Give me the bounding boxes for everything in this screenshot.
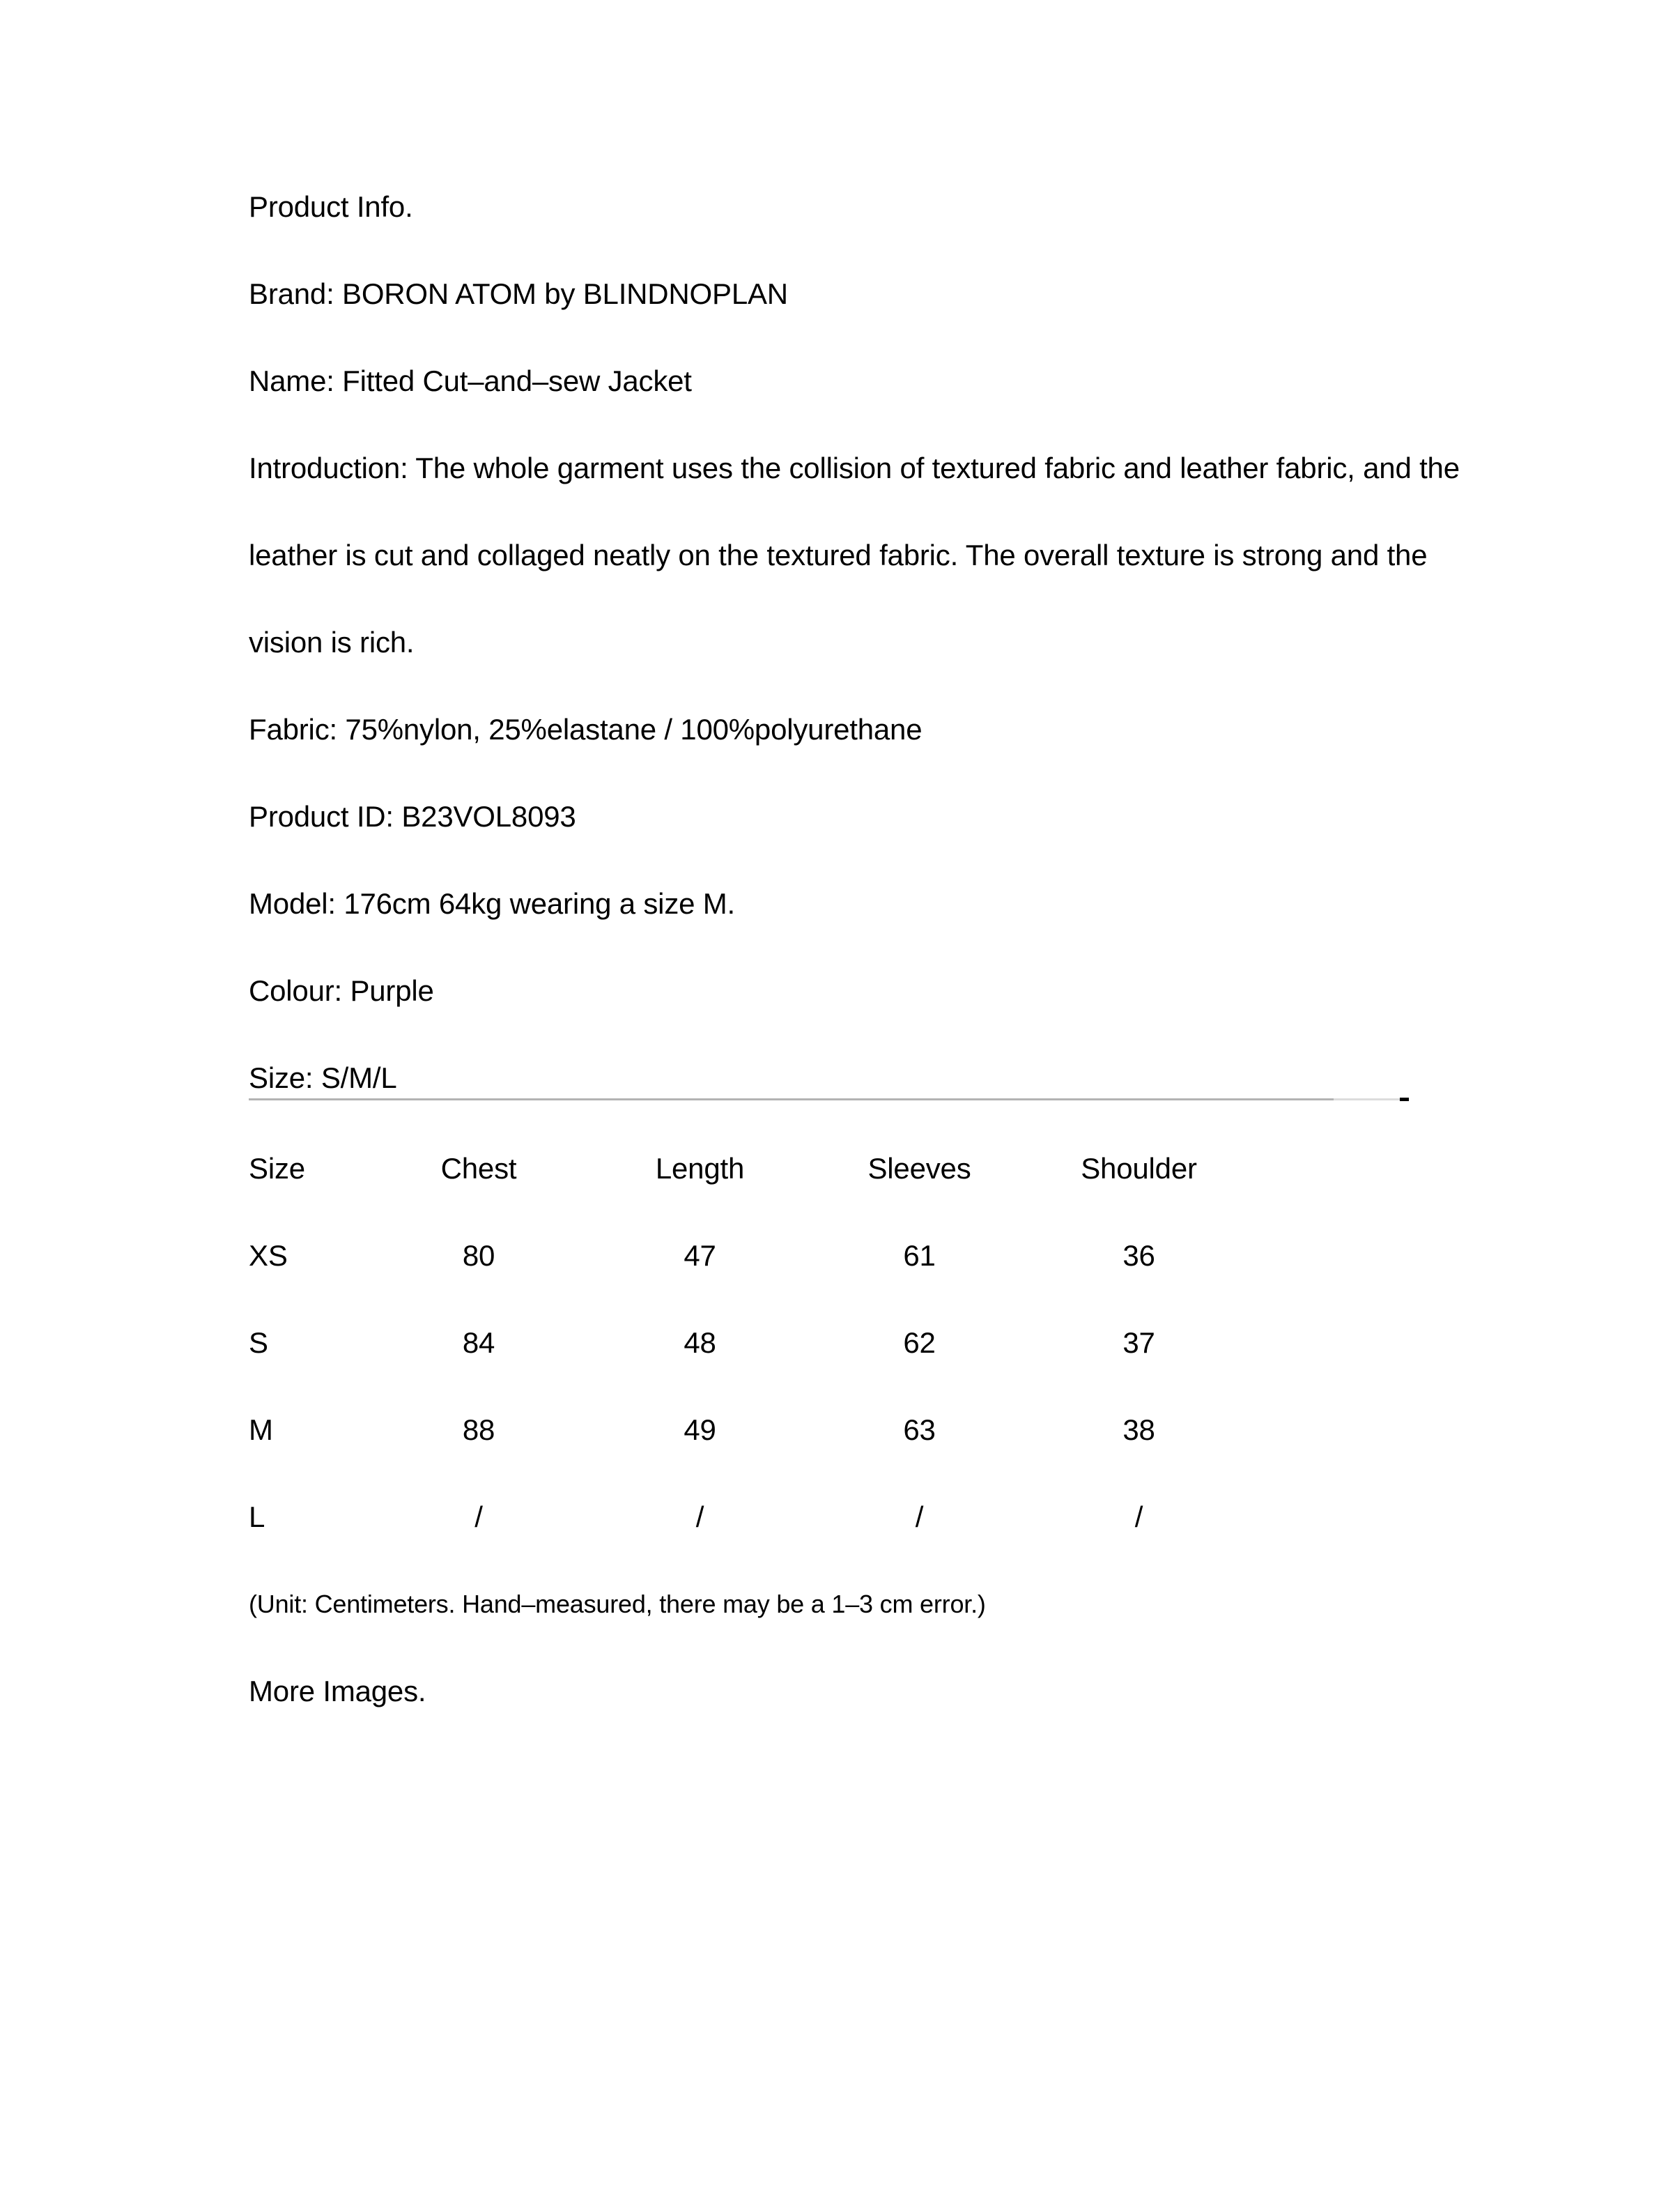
cell-length: 47 — [684, 1239, 716, 1272]
cell-chest: 84 — [462, 1326, 495, 1359]
cell-chest: 88 — [462, 1413, 495, 1446]
cell-length: 48 — [684, 1326, 716, 1359]
product-id-line: Product ID: B23VOL8093 — [249, 800, 576, 833]
cell-sleeves: / — [915, 1500, 924, 1533]
size-chart-row-s — [249, 1299, 1489, 1386]
cell-size: L — [249, 1500, 265, 1533]
brand-line: Brand: BORON ATOM by BLINDNOPLAN — [249, 277, 788, 310]
colour-line: Colour: Purple — [249, 974, 434, 1007]
size-chart-header-row — [249, 1125, 1489, 1212]
cell-chest: / — [474, 1500, 483, 1533]
cell-chest: 80 — [462, 1239, 495, 1272]
cell-size: XS — [249, 1239, 288, 1272]
cell-size: S — [249, 1326, 268, 1359]
cell-size: M — [249, 1413, 273, 1446]
cell-sleeves: 63 — [903, 1413, 936, 1446]
page-title: Product Info. — [249, 190, 413, 223]
cell-sleeves: 61 — [903, 1239, 936, 1272]
size-chart-row-m — [249, 1386, 1489, 1473]
cell-shoulder: 36 — [1122, 1239, 1155, 1272]
cell-shoulder: 38 — [1122, 1413, 1155, 1446]
model-line: Model: 176cm 64kg wearing a size M. — [249, 887, 735, 920]
introduction-line: Introduction: The whole garment uses the collision of textured fabric and leather fabric, and the leather is cut and collaged neatly on the textured fabric. The overall texture is strong and the vision is rich. — [249, 452, 1460, 659]
column-header-size: Size — [249, 1152, 305, 1185]
unit-note: (Unit: Centimeters. Hand–measured, there may be a 1–3 cm error.) — [249, 1590, 986, 1618]
size-chart-row-xs — [249, 1212, 1489, 1299]
scrollbar-track — [249, 1098, 1334, 1100]
size-chart — [249, 1125, 1489, 1560]
size-chart-row-l — [249, 1473, 1489, 1560]
cell-length: / — [695, 1500, 704, 1533]
cell-shoulder: / — [1134, 1500, 1143, 1533]
cell-sleeves: 62 — [903, 1326, 936, 1359]
fabric-line: Fabric: 75%nylon, 25%elastane / 100%polyurethane — [249, 713, 923, 746]
column-header-length: Length — [655, 1152, 745, 1185]
cell-shoulder: 37 — [1122, 1326, 1155, 1359]
size-line: Size: S/M/L — [249, 1061, 397, 1094]
cell-length: 49 — [684, 1413, 716, 1446]
scrollbar-track-end — [1334, 1098, 1400, 1100]
scrollbar-thumb[interactable] — [1400, 1098, 1409, 1101]
name-line: Name: Fitted Cut–and–sew Jacket — [249, 364, 692, 397]
more-images-title: More Images. — [249, 1675, 426, 1707]
size-chart-scrollbar[interactable] — [249, 1098, 1409, 1101]
column-header-chest: Chest — [440, 1152, 517, 1185]
column-header-sleeves: Sleeves — [867, 1152, 971, 1185]
product-info-document — [249, 163, 1489, 1735]
column-header-shoulder: Shoulder — [1081, 1152, 1197, 1185]
